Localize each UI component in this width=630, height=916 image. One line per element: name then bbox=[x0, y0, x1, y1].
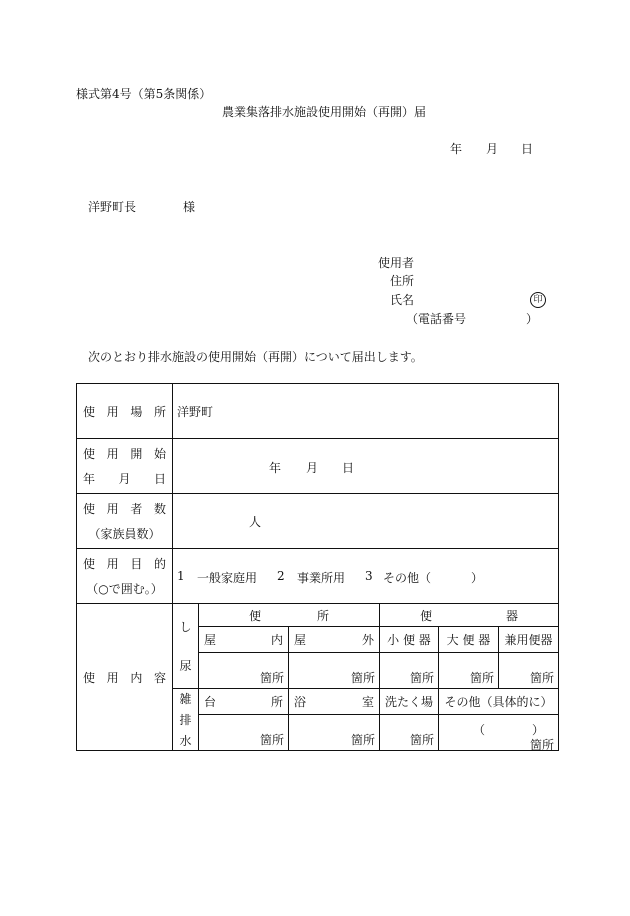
combined-toilet-label: 兼用便器 bbox=[499, 627, 559, 653]
form-number: 様式第4号（第5条関係） bbox=[76, 87, 212, 101]
purpose-option-2-number[interactable]: 2 bbox=[277, 569, 285, 583]
indoor-count[interactable]: 箇所 bbox=[199, 653, 289, 689]
urinal-count[interactable]: 箇所 bbox=[380, 653, 439, 689]
bath-label: 浴 室 bbox=[289, 689, 380, 715]
purpose-option-1-number[interactable]: 1 bbox=[177, 569, 185, 583]
big-toilet-count[interactable]: 箇所 bbox=[439, 653, 499, 689]
seal-mark-icon: 印 bbox=[530, 292, 546, 308]
kitchen-count[interactable]: 箇所 bbox=[199, 715, 289, 751]
application-table bbox=[76, 383, 559, 751]
outdoor-label: 屋 外 bbox=[289, 627, 380, 653]
row-purpose bbox=[77, 549, 559, 604]
kitchen-label: 台 所 bbox=[199, 689, 289, 715]
other-label: その他（具体的に） bbox=[439, 689, 559, 715]
phone-close: ） bbox=[526, 312, 539, 326]
phone-label: （電話番号 bbox=[406, 312, 467, 326]
users-value[interactable]: 人 bbox=[173, 494, 559, 549]
start-date-label: 使 用 開 始 年 月 日 bbox=[77, 439, 173, 494]
combined-toilet-count[interactable]: 箇所 bbox=[499, 653, 559, 689]
purpose-option-2[interactable]: 事業所用 bbox=[297, 571, 346, 585]
date-month-label: 月 bbox=[486, 142, 499, 156]
purpose-options bbox=[173, 549, 559, 604]
users-label: 使 用 者 数 （家族員数） bbox=[77, 494, 173, 549]
zatsu-label: 雑 排 水 bbox=[173, 689, 199, 751]
location-label: 使 用 場 所 bbox=[77, 384, 173, 439]
row-users bbox=[77, 494, 559, 549]
row-start-date bbox=[77, 439, 559, 494]
shinyou-label: し 尿 bbox=[173, 604, 199, 689]
other-count[interactable]: （ ） 箇所 bbox=[439, 715, 559, 751]
addressee-name: 洋野町長 bbox=[88, 200, 137, 214]
laundry-count[interactable]: 箇所 bbox=[380, 715, 439, 751]
date-year-label: 年 bbox=[450, 142, 463, 156]
laundry-label: 洗たく場 bbox=[380, 689, 439, 715]
purpose-option-3-close: ） bbox=[471, 571, 484, 585]
purpose-option-3[interactable]: その他（ bbox=[383, 571, 432, 585]
row-content-header bbox=[77, 604, 559, 627]
indoor-label: 屋 内 bbox=[199, 627, 289, 653]
outdoor-count[interactable]: 箇所 bbox=[289, 653, 380, 689]
content-label: 使 用 内 容 bbox=[77, 604, 173, 751]
start-date-value[interactable]: 年 月 日 bbox=[173, 439, 559, 494]
urinal-label: 小 便 器 bbox=[380, 627, 439, 653]
purpose-option-1[interactable]: 一般家庭用 bbox=[197, 571, 258, 585]
intro-text: 次のとおり排水施設の使用開始（再開）について届出します。 bbox=[88, 350, 423, 364]
big-toilet-label: 大 便 器 bbox=[439, 627, 499, 653]
row-location bbox=[77, 384, 559, 439]
purpose-label: 使 用 目 的 （○で囲む。） bbox=[77, 549, 173, 604]
date-day-label: 日 bbox=[521, 142, 534, 156]
name-label: 氏名 bbox=[390, 293, 415, 307]
purpose-option-3-number[interactable]: 3 bbox=[365, 569, 373, 583]
fixture-header: 便 器 bbox=[380, 604, 559, 627]
form-title: 農業集落排水施設使用開始（再開）届 bbox=[222, 105, 427, 119]
bath-count[interactable]: 箇所 bbox=[289, 715, 380, 751]
location-value[interactable]: 洋野町 bbox=[173, 384, 559, 439]
applicant-label: 使用者 bbox=[378, 256, 415, 270]
address-label: 住所 bbox=[390, 274, 415, 288]
addressee-honorific: 様 bbox=[183, 200, 196, 214]
toilet-header: 便 所 bbox=[199, 604, 380, 627]
